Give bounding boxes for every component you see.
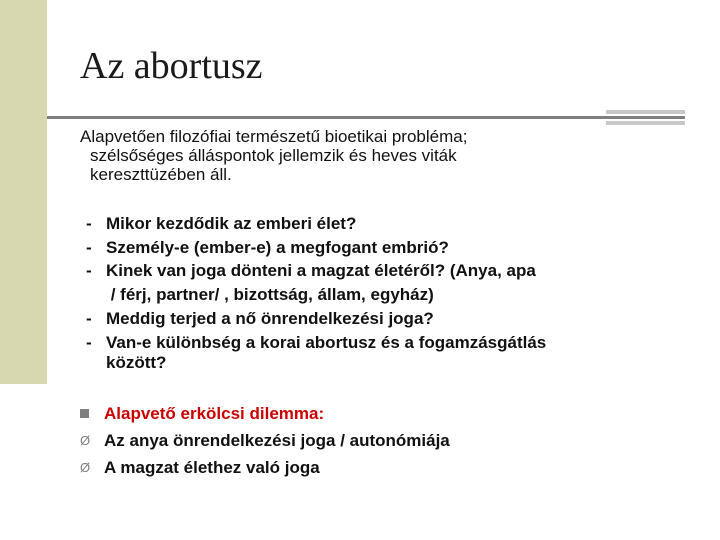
slide-title: Az abortusz [80,45,263,87]
intro-line-1: Alapvetően filozófiai természetű bioetikai probléma; [80,127,468,146]
arrow-bullet-icon: Ø [80,460,91,475]
question-text: Személy-e (ember-e) a megfogant embrió? [106,237,449,257]
list-item [80,427,700,454]
arrow-bullet-icon: Ø [80,433,91,448]
divider-accent-top [606,110,685,114]
question-text: Van-e különbség a korai abortusz és a fogamzásgátlás [106,332,547,352]
list-item [86,236,706,260]
list-item [86,307,706,331]
title-divider [47,116,685,119]
intro-line-3: kereszttüzében áll. [90,165,232,184]
question-text: között? [106,353,167,373]
dash-marker: - [86,261,92,281]
square-bullet-icon [80,400,104,427]
intro-paragraph [80,127,680,184]
intro-line-2: szélsőséges álláspontok jellemzik és heves viták [90,146,457,165]
question-text: Mikor kezdődik az emberi élet? [106,214,357,233]
dilemma-heading-row [80,400,700,427]
dilemma-point: Az anya önrendelkezési joga / autonómiája [104,431,450,450]
list-item-continuation [86,283,706,307]
list-item [80,454,700,481]
list-item-continuation [86,354,706,371]
divider-accent-bottom [606,121,685,125]
list-item [86,331,706,355]
dilemma-heading: Alapvető erkölcsi dilemma: [104,404,325,423]
accent-sidebar [0,0,47,384]
dash-marker: - [86,332,92,352]
dilemma-section [80,400,700,481]
dilemma-point: A magzat élethez való joga [104,458,320,477]
list-item [86,259,706,283]
list-item [86,212,706,236]
dash-marker: - [86,308,92,328]
question-text: / férj, partner/ , bizottság, állam, egyház) [106,285,434,305]
dash-marker: - [86,237,92,257]
question-text: Kinek van joga dönteni a magzat életéről? (Anya, apa [106,261,536,281]
dash-marker: - [86,214,92,233]
question-text: Meddig terjed a nő önrendelkezési joga? [106,308,434,328]
question-list [86,212,706,371]
